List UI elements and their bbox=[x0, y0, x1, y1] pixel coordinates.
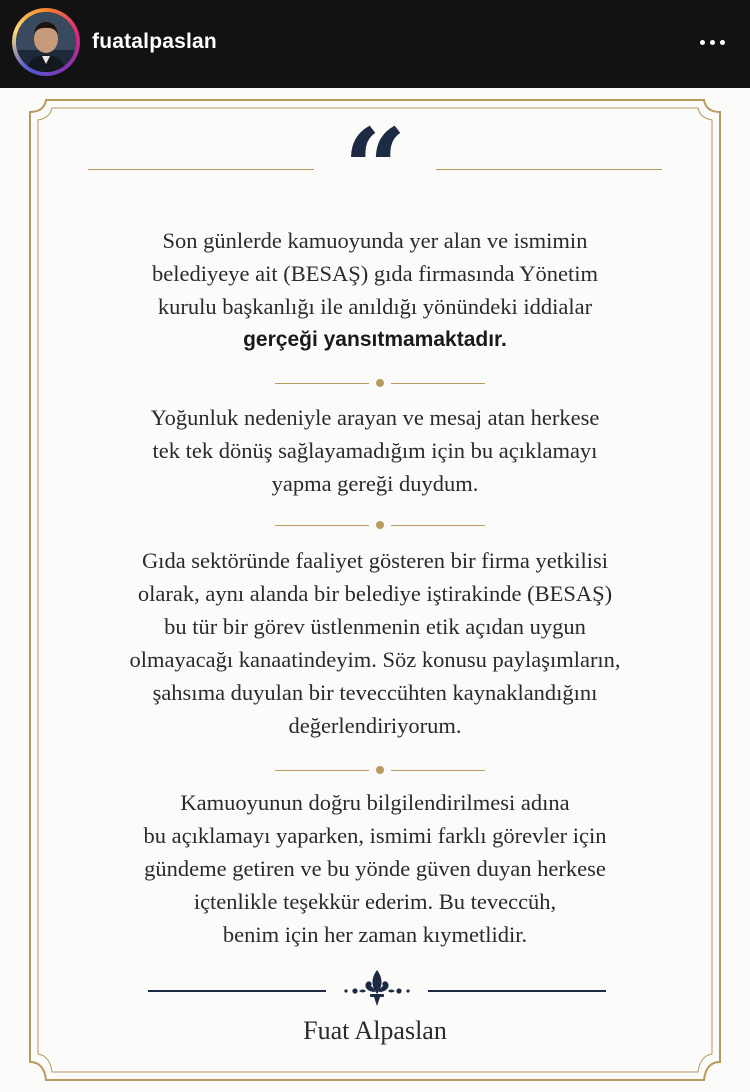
paragraph-line: içtenlikle teşekkür ederim. Bu teveccüh, bbox=[193, 889, 557, 914]
paragraph-4 bbox=[60, 786, 690, 951]
paragraph-line: olarak, aynı alanda bir belediye iştirakinde (BESAŞ) bbox=[137, 581, 613, 606]
quote-mark-icon: “ bbox=[343, 104, 407, 233]
ornament-divider bbox=[275, 377, 485, 389]
divider-line bbox=[436, 169, 662, 170]
ornament-divider bbox=[275, 519, 485, 531]
statement-card bbox=[0, 88, 750, 1092]
paragraph-line: Kamuoyunun doğru bilgilendirilmesi adına bbox=[180, 790, 570, 815]
paragraph-line: Yoğunluk nedeniyle arayan ve mesaj atan herkese bbox=[150, 405, 600, 430]
profile-photo-icon bbox=[16, 12, 76, 72]
paragraph-line: yapma gereği duydum. bbox=[271, 471, 479, 496]
post-header bbox=[0, 0, 750, 88]
paragraph-line: bu açıklamayı yaparken, ismimi farklı görevler için bbox=[143, 823, 607, 848]
paragraph-line: Gıda sektöründe faaliyet gösteren bir firma yetkilisi bbox=[141, 548, 609, 573]
story-ring[interactable] bbox=[12, 8, 80, 76]
divider-line bbox=[148, 990, 326, 992]
username[interactable]: fuatalpaslan bbox=[92, 30, 217, 53]
divider-line bbox=[428, 990, 606, 992]
paragraph-line: tek tek dönüş sağlayamadığım için bu açıklamayı bbox=[152, 438, 598, 463]
paragraph-bold-line: gerçeği yansıtmamaktadır. bbox=[243, 328, 507, 351]
dot-icon bbox=[376, 379, 384, 387]
dot bbox=[700, 40, 705, 45]
dot-icon bbox=[376, 766, 384, 774]
paragraph-line: olmayacağı kanaatindeyim. Söz konusu paylaşımların, bbox=[129, 647, 621, 672]
paragraph-line: gündeme getiren ve bu yönde güven duyan herkese bbox=[144, 856, 606, 881]
paragraph-line: belediyeye ait (BESAŞ) gıda firmasında Yönetim bbox=[152, 261, 598, 286]
dot bbox=[720, 40, 725, 45]
more-options-icon[interactable] bbox=[690, 28, 734, 56]
paragraph-line: benim için her zaman kıymetlidir. bbox=[222, 922, 528, 947]
paragraph-line: Son günlerde kamuoyunda yer alan ve ismimin bbox=[162, 228, 588, 253]
paragraph-1 bbox=[60, 224, 690, 356]
signature-ornament bbox=[148, 968, 606, 1008]
fleur-de-lis-icon bbox=[341, 968, 413, 1008]
signature: Fuat Alpaslan bbox=[303, 1016, 447, 1045]
paragraph-3 bbox=[60, 544, 690, 742]
ornament-divider bbox=[275, 764, 485, 776]
quote-header bbox=[88, 104, 662, 233]
paragraph-line: şahsıma duyulan bir teveccühten kaynaklandığını bbox=[152, 680, 598, 705]
divider-line bbox=[88, 169, 314, 170]
dot bbox=[710, 40, 715, 45]
paragraph-line: bu tür bir görev üstlenmenin etik açıdan uygun bbox=[164, 614, 586, 639]
avatar[interactable] bbox=[16, 12, 76, 72]
paragraph-line: kurulu başkanlığı ile anıldığı yönündeki iddialar bbox=[157, 294, 593, 319]
paragraph-line: değerlendiriyorum. bbox=[288, 713, 462, 738]
paragraph-2 bbox=[60, 401, 690, 500]
dot-icon bbox=[376, 521, 384, 529]
